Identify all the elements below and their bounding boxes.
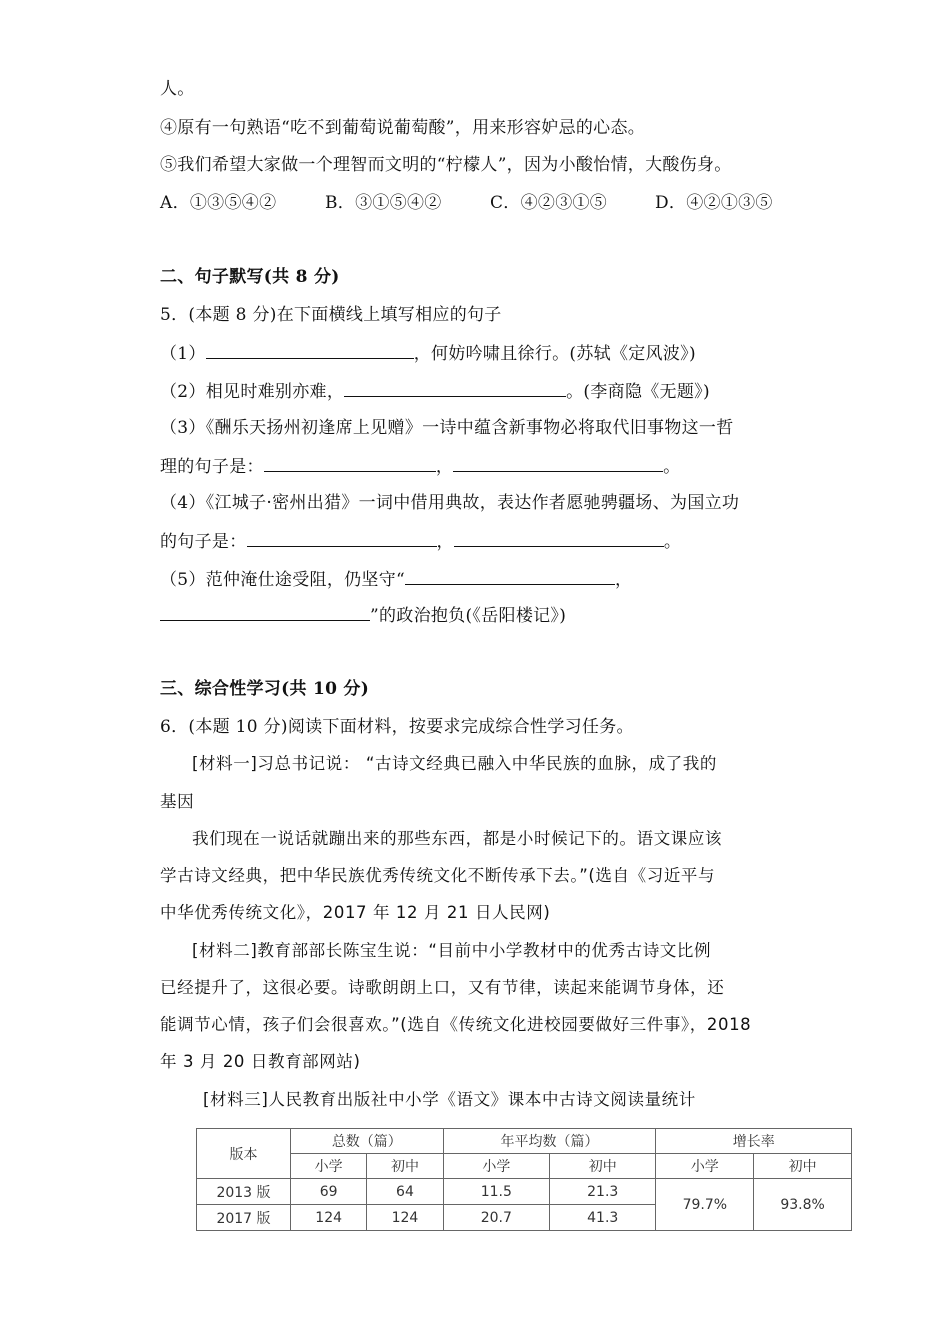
section-2-title: 二、句子默写(共 8 分) <box>160 267 340 287</box>
section-3-title: 三、综合性学习(共 10 分) <box>160 679 370 699</box>
subheader-primary: 小学 <box>443 1154 549 1179</box>
option-d: D．④②①③⑤ <box>655 193 773 213</box>
subheader-primary: 小学 <box>291 1154 367 1179</box>
q5-sub3-line1: （3）《酬乐天扬州初逢席上见赠》一诗中蕴含新事物必将取代旧事物这一哲 <box>160 418 734 438</box>
table-row: 2013 版 69 64 11.5 21.3 79.7% 93.8% <box>197 1179 852 1205</box>
q5-sub4-line2: 的句子是： ， 。 <box>160 532 682 552</box>
reading-stats-table <box>196 1128 852 1231</box>
growth-primary: 79.7% <box>656 1179 754 1231</box>
material-1-line3: 我们现在一说话就蹦出来的那些东西，都是小时候记下的。语文课应该 <box>192 829 723 848</box>
material-2-line3: 能调节心情，孩子们会很喜欢。”(选自《传统文化进校园要做好三件事》，2018 <box>160 1015 752 1034</box>
q5-sub5-line1: （5）范仲淹仕途受阻，仍坚守“ ， <box>160 570 633 590</box>
material-1-line2: 基因 <box>160 792 195 811</box>
q5-stem: 5．(本题 8 分)在下面横线上填写相应的句子 <box>160 305 502 325</box>
q5-sub3-line2: 理的句子是： ， 。 <box>160 457 681 477</box>
q5-sub1: （1） ，何妨吟啸且徐行。(苏轼《定风波》) <box>160 344 696 364</box>
subheader-junior: 初中 <box>550 1154 656 1179</box>
header-version: 版本 <box>197 1129 291 1179</box>
material-2-line1: [材料二]教育部部长陈宝生说：“目前中小学教材中的优秀古诗文比例 <box>192 941 712 960</box>
q6-stem: 6．(本题 10 分)阅读下面材料，按要求完成综合性学习任务。 <box>160 717 634 737</box>
table-row: 2017 版 124 124 20.7 41.3 <box>197 1205 852 1231</box>
answer-blank[interactable] <box>160 604 370 621</box>
material-2-line4: 年 3 月 20 日教育部网站) <box>160 1052 361 1071</box>
answer-blank[interactable] <box>453 455 663 472</box>
subheader-junior: 初中 <box>754 1154 852 1179</box>
q4-line-continuation: 人。 <box>160 79 195 99</box>
material-1-line4: 学古诗文经典，把中华民族优秀传统文化不断传承下去。”(选自《习近平与 <box>160 866 716 885</box>
header-growth: 增长率 <box>656 1129 852 1154</box>
subheader-junior: 初中 <box>367 1154 443 1179</box>
answer-blank[interactable] <box>264 455 436 472</box>
material-1-line1: [材料一]习总书记说： “古诗文经典已融入中华民族的血脉，成了我的 <box>192 754 717 773</box>
option-a: A．①③⑤④② <box>160 193 277 213</box>
header-total: 总数（篇） <box>291 1129 444 1154</box>
option-b: B．③①⑤④② <box>325 193 442 213</box>
q5-sub4-line1: （4）《江城子·密州出猎》一词中借用典故，表达作者愿驰骋疆场、为国立功 <box>160 493 740 513</box>
answer-blank[interactable] <box>247 530 437 547</box>
answer-blank[interactable] <box>344 380 566 397</box>
q4-options <box>160 192 773 214</box>
q4-item-4: ④原有一句熟语“吃不到葡萄说葡萄酸”，用来形容妒忌的心态。 <box>160 118 646 138</box>
subheader-primary: 小学 <box>656 1154 754 1179</box>
material-2-line2: 已经提升了，这很必要。诗歌朗朗上口，又有节律，读起来能调节身体，还 <box>160 978 725 997</box>
q4-item-5: ⑤我们希望大家做一个理智而文明的“柠檬人”，因为小酸怡情，大酸伤身。 <box>160 155 732 175</box>
answer-blank[interactable] <box>206 342 414 359</box>
option-c: C．④②③①⑤ <box>490 193 608 213</box>
q5-sub5-line2: ”的政治抱负(《岳阳楼记》) <box>160 604 566 627</box>
answer-blank[interactable] <box>405 568 615 585</box>
q5-sub2: （2）相见时难别亦难， 。(李商隐《无题》) <box>160 382 710 402</box>
material-3-title: [材料三]人民教育出版社中小学《语文》课本中古诗文阅读量统计 <box>203 1090 696 1109</box>
material-1-line5: 中华优秀传统文化》，2017 年 12 月 21 日人民网) <box>160 903 551 922</box>
growth-junior: 93.8% <box>754 1179 852 1231</box>
header-average: 年平均数（篇） <box>443 1129 656 1154</box>
answer-blank[interactable] <box>454 530 664 547</box>
